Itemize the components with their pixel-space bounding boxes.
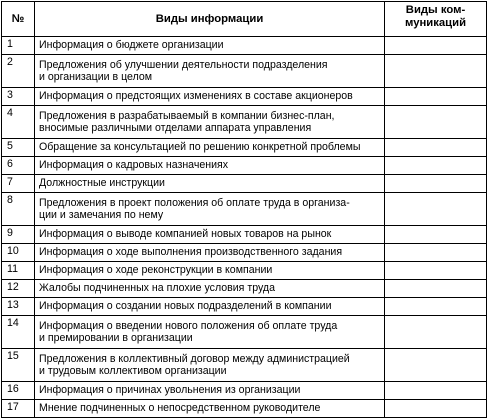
table-header-row [2,2,487,37]
row-info-type: Обращение за консультацией по решению конкретной проблемы [35,139,385,157]
table-row [2,139,487,157]
row-communication-type-cell[interactable] [385,37,487,55]
row-info-type: Мнение подчиненных о непосредственном руководителе [35,400,385,418]
table-row [2,88,487,106]
row-number: 2 [2,55,35,88]
table-row [2,280,487,298]
row-communication-type-cell[interactable] [385,175,487,193]
row-communication-type-cell[interactable] [385,139,487,157]
table-row [2,157,487,175]
row-number: 4 [2,106,35,139]
row-communication-type-cell[interactable] [385,244,487,262]
table-row [2,37,487,55]
row-number: 16 [2,382,35,400]
row-info-type: Информация о введении нового положения об оплате труда и премировании в организации [35,316,385,349]
table-row [2,382,487,400]
row-info-type: Информация о бюджете организации [35,37,385,55]
row-communication-type-cell[interactable] [385,280,487,298]
row-number: 15 [2,349,35,382]
row-info-type: Информация о причинах увольнения из организации [35,382,385,400]
info-types-table [1,1,487,418]
table-row [2,400,487,418]
row-communication-type-cell[interactable] [385,88,487,106]
row-info-type: Предложения в коллективный договор между администрацией и трудовым коллективом организации [35,349,385,382]
table-row [2,226,487,244]
row-number: 7 [2,175,35,193]
row-communication-type-cell[interactable] [385,298,487,316]
table-row [2,106,487,139]
row-communication-type-cell[interactable] [385,226,487,244]
row-number: 8 [2,193,35,226]
row-communication-type-cell[interactable] [385,157,487,175]
row-communication-type-cell[interactable] [385,193,487,226]
table-row [2,244,487,262]
row-number: 13 [2,298,35,316]
row-number: 9 [2,226,35,244]
row-communication-type-cell[interactable] [385,382,487,400]
row-info-type: Информация о ходе реконструкции в компании [35,262,385,280]
table-row [2,349,487,382]
row-number: 11 [2,262,35,280]
row-number: 5 [2,139,35,157]
table-row [2,316,487,349]
row-info-type: Информация о кадровых назначениях [35,157,385,175]
table-row [2,55,487,88]
table-row [2,193,487,226]
row-number: 3 [2,88,35,106]
header-info-types: Виды информации [35,2,385,37]
row-info-type: Жалобы подчиненных на плохие условия труда [35,280,385,298]
row-number: 17 [2,400,35,418]
row-info-type: Должностные инструкции [35,175,385,193]
row-communication-type-cell[interactable] [385,55,487,88]
row-number: 12 [2,280,35,298]
row-number: 6 [2,157,35,175]
row-info-type: Информация о предстоящих изменениях в составе акционеров [35,88,385,106]
header-number: № [2,2,35,37]
row-communication-type-cell[interactable] [385,316,487,349]
header-communication-types: Виды ком- муникаций [385,2,487,37]
row-info-type: Предложения в разрабатываемый в компании бизнес-план, вносимые различными отделами аппарата управления [35,106,385,139]
row-info-type: Информация о ходе выполнения производственного задания [35,244,385,262]
row-communication-type-cell[interactable] [385,349,487,382]
table-body [2,37,487,418]
table-row [2,298,487,316]
row-info-type: Предложения в проект положения об оплате труда в организа- ции и замечания по нему [35,193,385,226]
row-number: 1 [2,37,35,55]
table-row [2,175,487,193]
row-communication-type-cell[interactable] [385,400,487,418]
row-info-type: Информация о создании новых подразделений в компании [35,298,385,316]
row-communication-type-cell[interactable] [385,262,487,280]
row-number: 10 [2,244,35,262]
row-communication-type-cell[interactable] [385,106,487,139]
row-info-type: Информация о выводе компанией новых товаров на рынок [35,226,385,244]
row-number: 14 [2,316,35,349]
row-info-type: Предложения об улучшении деятельности подразделения и организации в целом [35,55,385,88]
table-row [2,262,487,280]
